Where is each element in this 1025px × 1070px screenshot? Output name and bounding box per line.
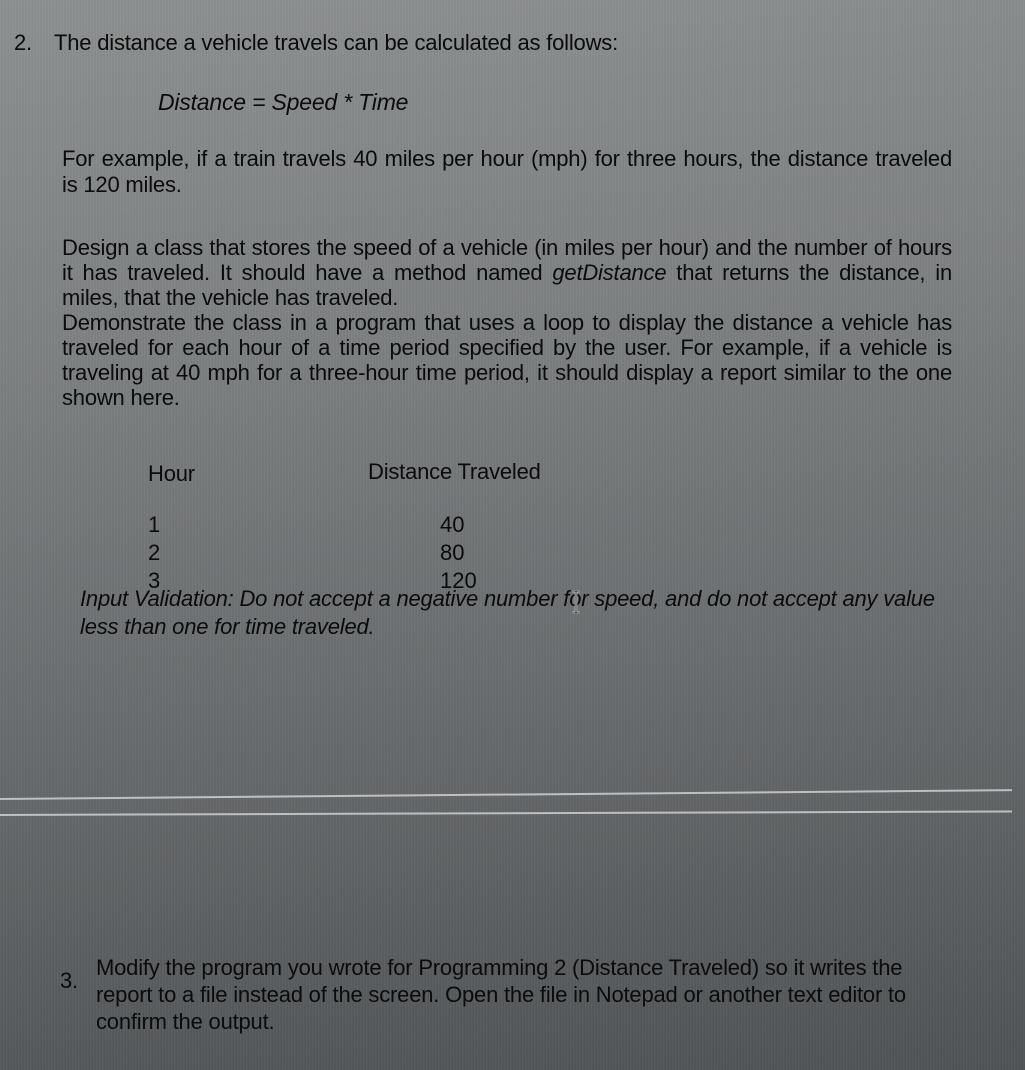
design-text-start: Design a class that stores the speed of a vehicle (in miles per hour) and the number of hours it has traveled. It should have a method named [62, 235, 952, 285]
design-paragraph [62, 235, 952, 410]
distance-cell: 40 [440, 512, 465, 537]
text-cursor-icon [570, 590, 582, 614]
question-3-number: 3. [60, 968, 78, 993]
demonstrate-text: Demonstrate the class in a program that uses a loop to display the distance a vehicle has traveled for each hour of a time period specified by the user. For example, if a vehicle is traveling at 40 mph for a three-hour time period, it should display a report similar to the one shown here. [62, 310, 952, 410]
divider-line [0, 789, 1012, 800]
hour-cell: 1 [148, 512, 161, 537]
example-paragraph: For example, if a train travels 40 miles per hour (mph) for three hours, the distance traveled is 120 miles. [62, 146, 952, 197]
design-text-end: that returns the distance, in miles, that the vehicle has traveled. [62, 260, 952, 310]
question-2-number: 2. [14, 30, 32, 55]
distance-cell: 80 [440, 540, 465, 565]
divider-line [0, 810, 1012, 816]
table-header-distance: Distance Traveled [368, 459, 541, 484]
question-2-intro: The distance a vehicle travels can be calculated as follows: [54, 30, 618, 55]
method-name: getDistance [552, 260, 667, 285]
question-3-text: Modify the program you wrote for Programming 2 (Distance Traveled) so it writes the report to a file instead of the screen. Open the file in Notepad or another text editor to confirm the output. [96, 955, 906, 1034]
hour-cell: 2 [148, 540, 161, 565]
input-validation-note: Input Validation: Do not accept a negative number for speed, and do not accept any value less than one for time traveled. [80, 586, 935, 639]
hour-cell: 3 [148, 568, 161, 593]
table-header-hour: Hour [148, 461, 195, 486]
distance-formula: Distance = Speed * Time [158, 89, 409, 115]
distance-cell: 120 [440, 568, 477, 593]
